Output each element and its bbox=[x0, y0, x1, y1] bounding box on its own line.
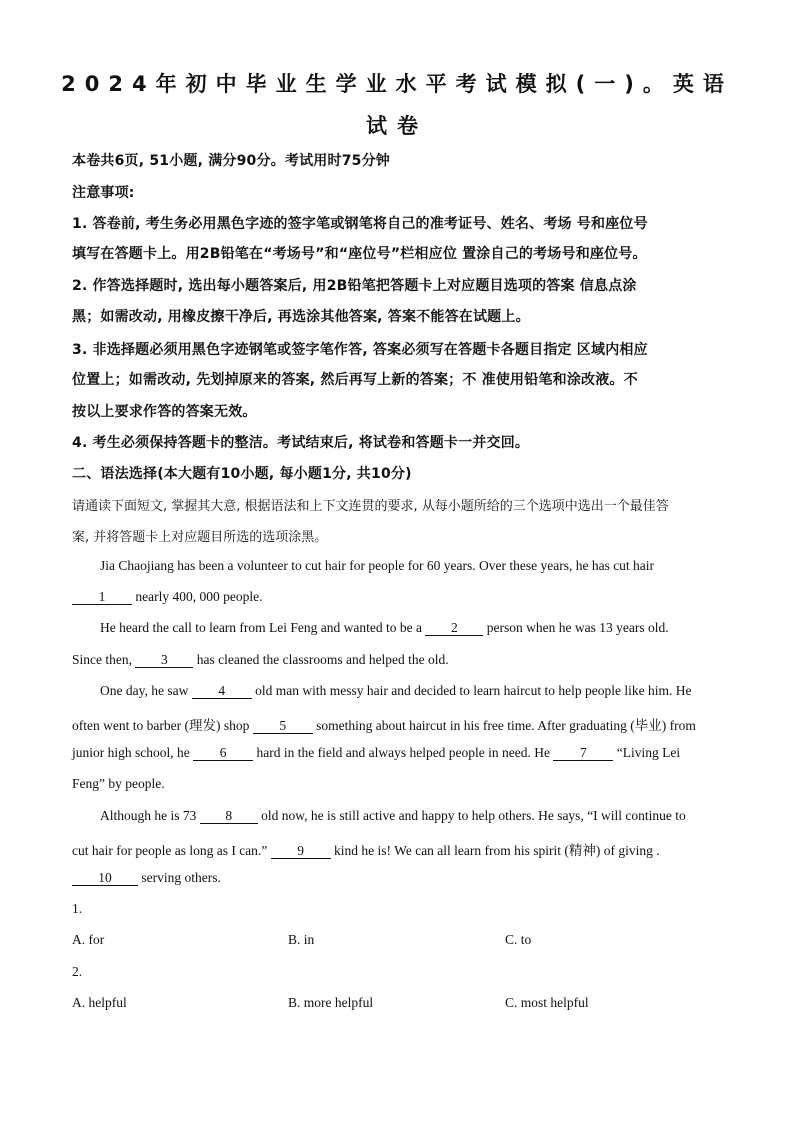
passage-line bbox=[100, 558, 732, 574]
passage-text: He heard the call to learn from Lei Feng and wanted to be a bbox=[100, 620, 422, 635]
question-option[interactable]: A. for bbox=[72, 932, 105, 947]
passage-text: One day, he saw bbox=[100, 683, 189, 698]
passage-line bbox=[72, 714, 732, 734]
blank-2: 2 bbox=[425, 621, 483, 636]
passage-text: Although he is 73 bbox=[100, 808, 197, 823]
passage-text: has cleaned the classrooms and helped the old. bbox=[196, 652, 449, 667]
exam-info: 本卷共6页, 51小题, 满分90分。考试用时75分钟 bbox=[72, 153, 390, 169]
passage-text: Jia Chaojiang has been a volunteer to cut hair for people for 60 years. Over these years, he has cut hair bbox=[100, 558, 655, 573]
notice-line: 3. 非选择题必须用黑色字迹钢笔或签字笔作答, 答案必须写在答题卡各题目指定 区域内相应 bbox=[72, 342, 648, 358]
exam-title: 2024年初中毕业生学业水平考试模拟(一)。英语 bbox=[61, 72, 733, 96]
notice-line: 位置上；如需改动, 先划掉原来的答案, 然后再写上新的答案；不 准使用铅笔和涂改液。不 bbox=[72, 372, 638, 388]
notice-line: 按以上要求作答的答案无效。 bbox=[72, 404, 257, 420]
notice-line: 填写在答题卡上。用2B铅笔在“考场号”和“座位号”栏相应位 置涂自己的考场号和座位号。 bbox=[72, 246, 647, 262]
question-option[interactable]: A. helpful bbox=[72, 995, 127, 1010]
passage-text: old now, he is still active and happy to help others. He says, “I will continue to bbox=[261, 808, 686, 823]
passage-text: hard in the field and always helped people in need. He bbox=[256, 745, 551, 760]
notice-heading: 注意事项: bbox=[72, 185, 135, 201]
blank-7: 7 bbox=[553, 746, 613, 761]
passage-text: serving others. bbox=[141, 870, 221, 885]
notice-line: 4. 考生必须保持答题卡的整洁。考试结束后, 将试卷和答题卡一并交回。 bbox=[72, 435, 530, 451]
passage-line bbox=[72, 870, 732, 886]
passage-text: person when he was 13 years old. bbox=[486, 620, 669, 635]
passage-text: old man with messy hair and decided to learn haircut to help people like him. He bbox=[255, 683, 692, 698]
passage-line bbox=[100, 683, 732, 699]
notice-line: 1. 答卷前, 考生务必用黑色字迹的签字笔或钢笔将自己的准考证号、姓名、考场 号和座位号 bbox=[72, 216, 648, 232]
passage-line bbox=[100, 620, 732, 636]
passage-text: kind he is! We can all learn from his spirit (精神) of giving . bbox=[334, 843, 660, 858]
passage-line bbox=[72, 839, 732, 859]
question-option[interactable]: B. more helpful bbox=[288, 995, 374, 1010]
blank-5: 5 bbox=[253, 719, 313, 734]
passage-text: Feng” by people. bbox=[72, 776, 165, 791]
question-number: 1. bbox=[72, 901, 83, 916]
passage-text: Since then, bbox=[72, 652, 132, 667]
blank-3: 3 bbox=[135, 653, 193, 668]
question-option[interactable]: B. in bbox=[288, 932, 315, 947]
passage-text: cut hair for people as long as I can.” bbox=[72, 843, 268, 858]
question-option[interactable]: C. most helpful bbox=[505, 995, 589, 1010]
passage-text: junior high school, he bbox=[72, 745, 190, 760]
passage-text: something about haircut in his free time. After graduating (毕业) from bbox=[316, 718, 696, 733]
passage-line bbox=[72, 776, 732, 792]
passage-text: nearly 400, 000 people. bbox=[135, 589, 263, 604]
blank-4: 4 bbox=[192, 684, 252, 699]
instructions-line: 请通读下面短文, 掌握其大意, 根据语法和上下文连贯的要求, 从每小题所给的三个选项中选出一个最佳答 bbox=[72, 499, 669, 514]
question-number: 2. bbox=[72, 964, 83, 979]
notice-line: 黑；如需改动, 用橡皮擦干净后, 再选涂其他答案, 答案不能答在试题上。 bbox=[72, 309, 530, 325]
instructions-line: 案, 并将答题卡上对应题目所选的选项涂黑。 bbox=[72, 530, 328, 545]
passage-line bbox=[72, 652, 732, 668]
blank-1: 1 bbox=[72, 590, 132, 605]
notice-line: 2. 作答选择题时, 选出每小题答案后, 用2B铅笔把答题卡上对应题目选项的答案 信息点涂 bbox=[72, 278, 637, 294]
blank-9: 9 bbox=[271, 844, 331, 859]
passage-line bbox=[100, 808, 732, 824]
passage-text: “Living Lei bbox=[616, 745, 681, 760]
exam-title-line2: 试卷 bbox=[366, 114, 428, 138]
passage-line bbox=[72, 745, 732, 761]
blank-10: 10 bbox=[72, 871, 138, 886]
passage-text: often went to barber (理发) shop bbox=[72, 718, 250, 733]
blank-8: 8 bbox=[200, 809, 258, 824]
section-heading: 二、语法选择(本大题有10小题, 每小题1分, 共10分) bbox=[72, 466, 412, 482]
question-option[interactable]: C. to bbox=[505, 932, 532, 947]
blank-6: 6 bbox=[193, 746, 253, 761]
passage-line bbox=[72, 589, 732, 605]
